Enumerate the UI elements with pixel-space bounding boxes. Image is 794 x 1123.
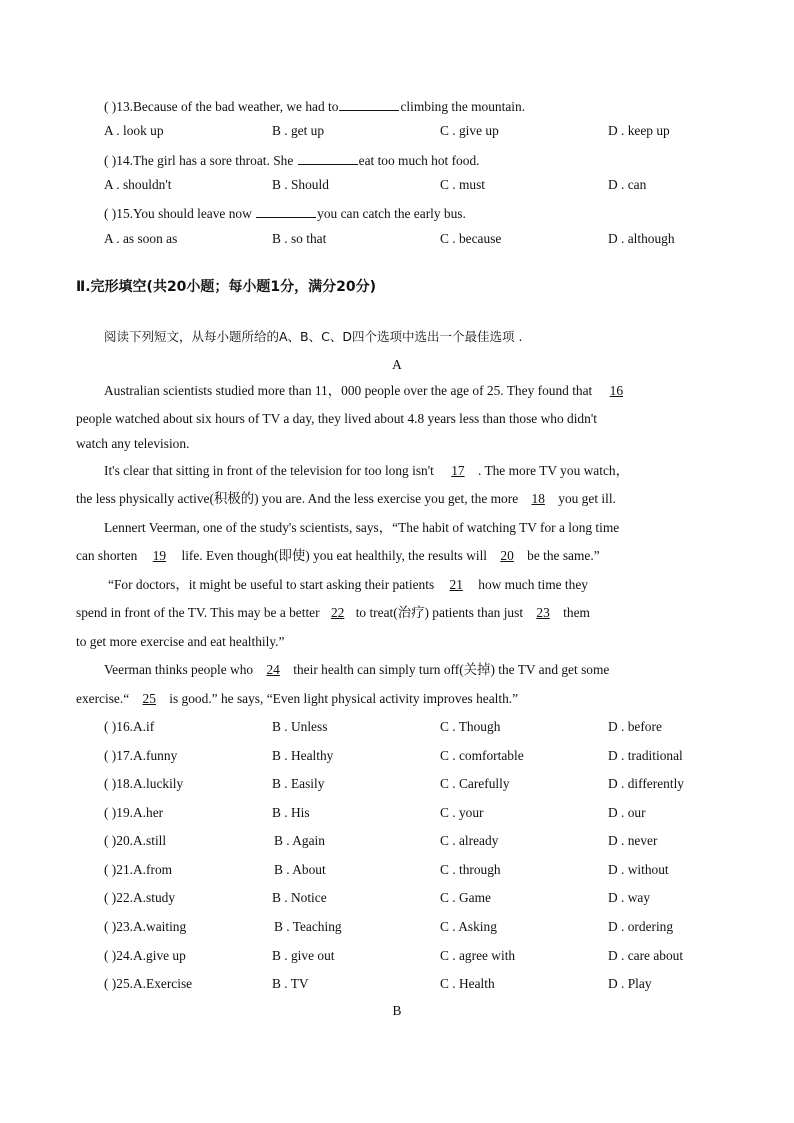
passage-text: their health can simply turn off(关掉) the TV and get some <box>293 662 610 677</box>
question-13-stem-end: climbing the mountain. <box>400 99 526 114</box>
answer-blank <box>298 150 358 165</box>
blank-25: 25 <box>142 691 156 706</box>
cloze-question-19 <box>104 804 704 822</box>
passage-text: Australian scientists studied more than 11，000 people over the age of 25. They found that <box>104 383 593 398</box>
option-a: ( )20.A.still <box>104 833 167 848</box>
passage-text: how much time they <box>478 577 588 592</box>
blank-17: 17 <box>451 463 465 478</box>
option-b: B . give out <box>272 948 335 963</box>
passage-label-a: A <box>392 357 402 372</box>
option-b: B . Teaching <box>274 919 342 934</box>
option-a: ( )16.A.if <box>104 719 155 734</box>
cloze-question-25 <box>104 975 704 993</box>
option-b: B . TV <box>272 976 309 991</box>
option-c: C . Health <box>440 976 495 991</box>
passage-text: is good.” he says, “Even light physical activity improves health.” <box>169 691 519 706</box>
option-b: B . Notice <box>272 890 327 905</box>
option-c: C . through <box>440 862 501 877</box>
option-c: C . must <box>440 177 486 192</box>
passage-line <box>104 382 629 400</box>
option-c: C . because <box>440 231 502 246</box>
passage-text: life. Even though(即使) you eat healthily, the results will <box>181 548 488 563</box>
passage-text: to get more exercise and eat healthily.” <box>76 634 285 649</box>
option-c: C . Asking <box>440 919 497 934</box>
question-14 <box>104 150 480 170</box>
blank-22: 22 <box>330 605 345 620</box>
option-c: C . Carefully <box>440 776 510 791</box>
question-15 <box>104 203 466 223</box>
passage-text: It's clear that sitting in front of the television for too long isn't <box>104 463 434 478</box>
blank-21: 21 <box>449 577 463 592</box>
option-d: D . care about <box>608 948 684 963</box>
answer-blank <box>256 203 316 218</box>
question-13-options <box>104 122 704 140</box>
passage-line <box>104 462 629 480</box>
option-b: B . so that <box>272 231 327 246</box>
option-a: ( )18.A.luckily <box>104 776 184 791</box>
passage-line <box>76 490 616 508</box>
cloze-question-16 <box>104 718 704 736</box>
instruction: 阅读下列短文，从每小题所给的A、B、C、D四个选项中选出一个最佳选项 . <box>104 329 523 344</box>
option-c: C . Though <box>440 719 501 734</box>
option-c: C . Game <box>440 890 491 905</box>
option-d: D . keep up <box>608 123 670 138</box>
passage-text: them <box>563 605 590 620</box>
passage-text: be the same.” <box>527 548 600 563</box>
option-d: D . ordering <box>608 919 674 934</box>
option-b: B . Unless <box>272 719 328 734</box>
cloze-question-23 <box>104 918 704 936</box>
cloze-question-22 <box>104 889 704 907</box>
question-14-stem-end: eat too much hot food. <box>358 153 480 168</box>
option-c: C . already <box>440 833 499 848</box>
option-a: ( )21.A.from <box>104 862 173 877</box>
passage-line <box>76 604 590 622</box>
passage-text: . The more TV you watch， <box>477 463 629 478</box>
option-b: B . About <box>274 862 326 877</box>
passage-text: Veerman thinks people who <box>104 662 254 677</box>
blank-24: 24 <box>266 662 280 677</box>
option-d: D . before <box>608 719 662 734</box>
option-b: B . Again <box>274 833 325 848</box>
passage-text: the less physically active(积极的) you are. And the less exercise you get, the more <box>76 491 519 506</box>
option-a: A . as soon as <box>104 231 178 246</box>
question-15-stem-start: ( )15.You should leave now <box>104 206 256 221</box>
blank-18: 18 <box>531 491 545 506</box>
option-d: D . Play <box>608 976 652 991</box>
option-a: ( )23.A.waiting <box>104 919 187 934</box>
question-13 <box>104 96 525 116</box>
cloze-question-20 <box>104 832 704 850</box>
option-c: C . comfortable <box>440 748 524 763</box>
cloze-question-18 <box>104 775 704 793</box>
passage-text: “For doctors，it might be useful to start asking their patients <box>108 577 435 592</box>
cloze-question-24 <box>104 947 704 965</box>
blank-19: 19 <box>152 548 167 563</box>
option-d: D . although <box>608 231 675 246</box>
blank-16: 16 <box>609 383 624 398</box>
answer-blank <box>339 96 399 111</box>
passage-text: spend in front of the TV. This may be a better <box>76 605 320 620</box>
passage-line <box>108 576 588 594</box>
blank-23: 23 <box>536 605 550 620</box>
option-a: ( )25.A.Exercise <box>104 976 193 991</box>
option-b: B . Healthy <box>272 748 334 763</box>
option-d: D . can <box>608 177 647 192</box>
option-b: B . get up <box>272 123 325 138</box>
option-d: D . differently <box>608 776 684 791</box>
option-a: A . shouldn't <box>104 177 172 192</box>
option-b: B . His <box>272 805 310 820</box>
question-15-stem-end: you can catch the early bus. <box>317 206 466 221</box>
option-d: D . without <box>608 862 669 877</box>
option-a: A . look up <box>104 123 164 138</box>
cloze-question-21 <box>104 861 704 879</box>
option-d: D . never <box>608 833 658 848</box>
question-13-stem-start: ( )13.Because of the bad weather, we had to <box>104 99 339 114</box>
blank-20: 20 <box>500 548 514 563</box>
passage-text: people watched about six hours of TV a day, they lived about 4.8 years less than those who didn't <box>76 411 597 426</box>
passage-text: can shorten <box>76 548 138 563</box>
passage-line <box>76 547 600 565</box>
passage-line <box>76 690 518 708</box>
passage-text: Lennert Veerman, one of the study's scientists, says，“The habit of watching TV for a long time <box>104 520 620 535</box>
option-c: C . agree with <box>440 948 516 963</box>
option-d: D . traditional <box>608 748 683 763</box>
cloze-question-17 <box>104 747 704 765</box>
option-a: ( )17.A.funny <box>104 748 178 763</box>
option-a: ( )22.A.study <box>104 890 176 905</box>
passage-text: exercise.“ <box>76 691 130 706</box>
option-c: C . give up <box>440 123 499 138</box>
option-a: ( )19.A.her <box>104 805 164 820</box>
passage-text: watch any television. <box>76 436 190 451</box>
section-title: Ⅱ.完形填空(共20小题；每小题1分，满分20分) <box>76 279 377 295</box>
option-d: D . our <box>608 805 646 820</box>
option-d: D . way <box>608 890 651 905</box>
question-14-options <box>104 176 704 194</box>
option-c: C . your <box>440 805 484 820</box>
passage-label-b: B <box>392 1003 402 1018</box>
option-b: B . Should <box>272 177 329 192</box>
option-b: B . Easily <box>272 776 325 791</box>
passage-line <box>104 661 609 679</box>
question-14-stem-start: ( )14.The girl has a sore throat. She <box>104 153 297 168</box>
passage-text: you get ill. <box>558 491 616 506</box>
question-15-options <box>104 230 704 248</box>
passage-text: to treat(治疗) patients than just <box>355 605 524 620</box>
option-a: ( )24.A.give up <box>104 948 186 963</box>
